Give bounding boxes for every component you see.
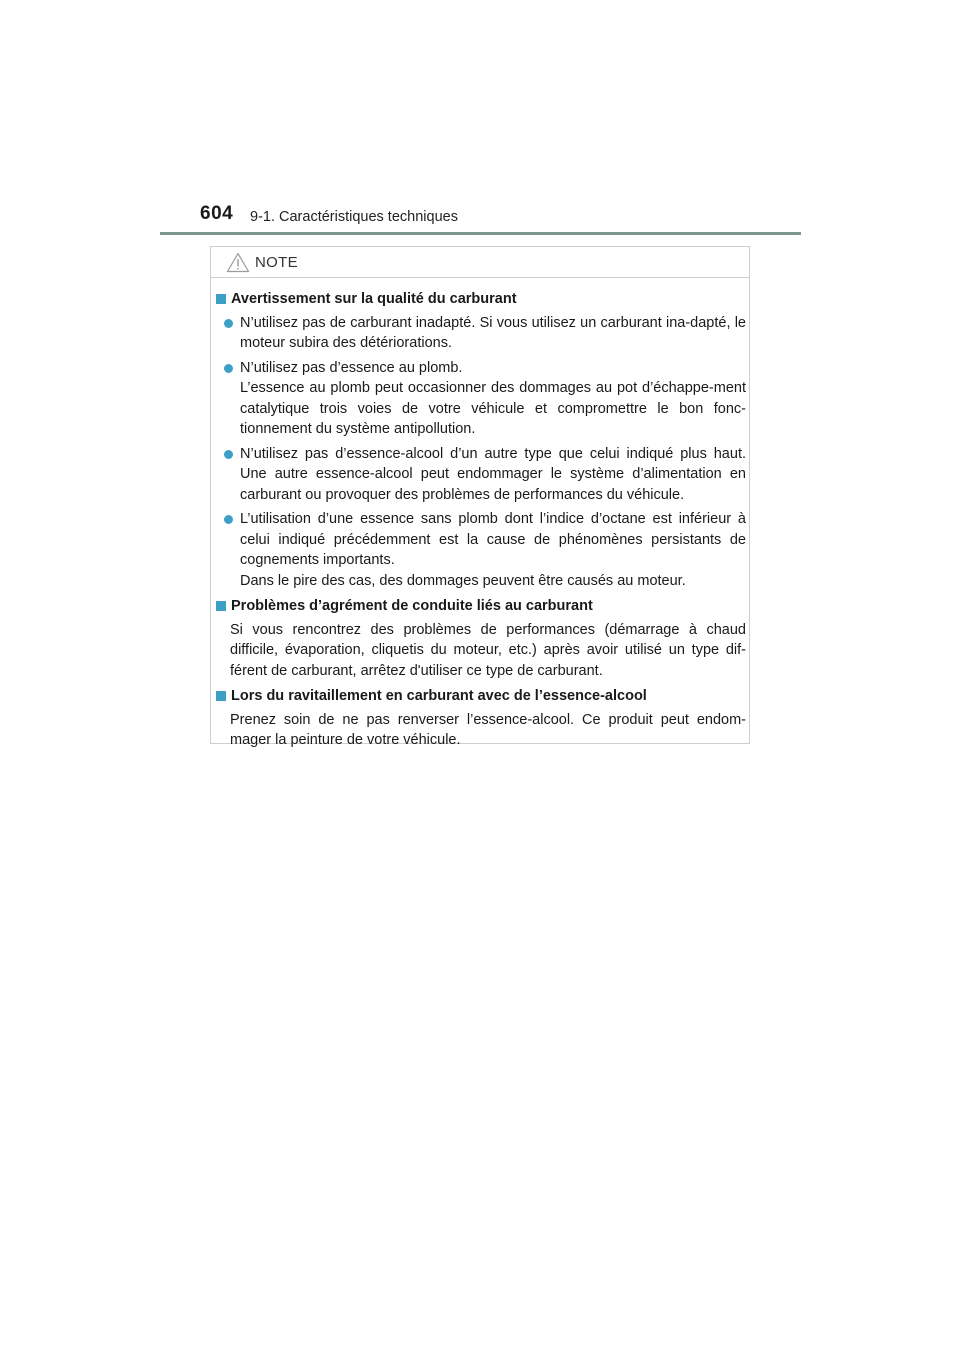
list-item-text bbox=[240, 313, 746, 354]
note-box bbox=[210, 246, 750, 748]
circle-bullet-icon bbox=[224, 319, 233, 328]
section-heading bbox=[216, 596, 746, 617]
paragraph: L’essence au plomb peut occasionner des dommages au pot d’échappe-ment catalytique trois voies de votre véhicule et compromettre le bon fonc-tionnement du système antipollution. bbox=[240, 380, 746, 437]
header-rule bbox=[160, 232, 801, 235]
list-item bbox=[216, 358, 746, 440]
paragraph: Dans le pire des cas, des dommages peuvent être causés au moteur. bbox=[240, 572, 686, 589]
section-driveability bbox=[216, 596, 746, 681]
circle-bullet-icon bbox=[224, 364, 233, 373]
section-heading-text: Avertissement sur la qualité du carburant bbox=[231, 291, 517, 307]
section-heading-text: Lors du ravitaillement en carburant avec de l’essence-alcool bbox=[231, 688, 647, 704]
paragraph: N’utilisez pas d’essence-alcool d’un autre type que celui indiqué plus haut. Une autre essence-alcool peut endommager le système d’alimentation en carburant ou provoquer des problèmes de performances du véhicule. bbox=[240, 445, 746, 503]
list-item bbox=[216, 313, 746, 354]
warning-triangle-icon bbox=[226, 252, 250, 273]
note-body bbox=[216, 289, 746, 756]
section-fuel-quality bbox=[216, 289, 746, 591]
paragraph: N’utilisez pas d’essence au plomb. bbox=[240, 359, 463, 376]
list-item bbox=[216, 509, 746, 591]
paragraph: L’utilisation d’une essence sans plomb dont l’indice d’octane est inférieur à celui indiqué précédemment est la cause de phénomènes persistants de cognements importants. bbox=[240, 511, 746, 568]
section-title: 9-1. Caractéristiques techniques bbox=[250, 209, 458, 225]
paragraph: Prenez soin de ne pas renverser l’essence-alcool. Ce produit peut endom-mager la peinture de votre véhicule. bbox=[230, 711, 746, 748]
circle-bullet-icon bbox=[224, 450, 233, 459]
section-heading-text: Problèmes d’agrément de conduite liés au carburant bbox=[231, 598, 593, 614]
note-header bbox=[211, 247, 749, 278]
square-bullet-icon bbox=[216, 691, 226, 701]
list-item-text bbox=[240, 509, 746, 591]
page-number: 604 bbox=[200, 203, 234, 224]
square-bullet-icon bbox=[216, 601, 226, 611]
circle-bullet-icon bbox=[224, 515, 233, 524]
note-label: NOTE bbox=[255, 254, 298, 271]
section-refueling-alcohol bbox=[216, 686, 746, 751]
list-item-text bbox=[240, 358, 746, 440]
section-heading bbox=[216, 686, 746, 707]
section-heading bbox=[216, 289, 746, 310]
square-bullet-icon bbox=[216, 294, 226, 304]
paragraph: Si vous rencontrez des problèmes de performances (démarrage à chaud difficile, évaporation, cliquetis du moteur, etc.) après avoir utilisé un type dif-férent de carburant, arrêtez d'utiliser ce type de carburant. bbox=[230, 621, 746, 679]
list-item bbox=[216, 444, 746, 506]
paragraph: N’utilisez pas de carburant inadapté. Si vous utilisez un carburant ina-dapté, le moteur subira des détériorations. bbox=[240, 314, 746, 351]
list-item-text bbox=[240, 444, 746, 506]
